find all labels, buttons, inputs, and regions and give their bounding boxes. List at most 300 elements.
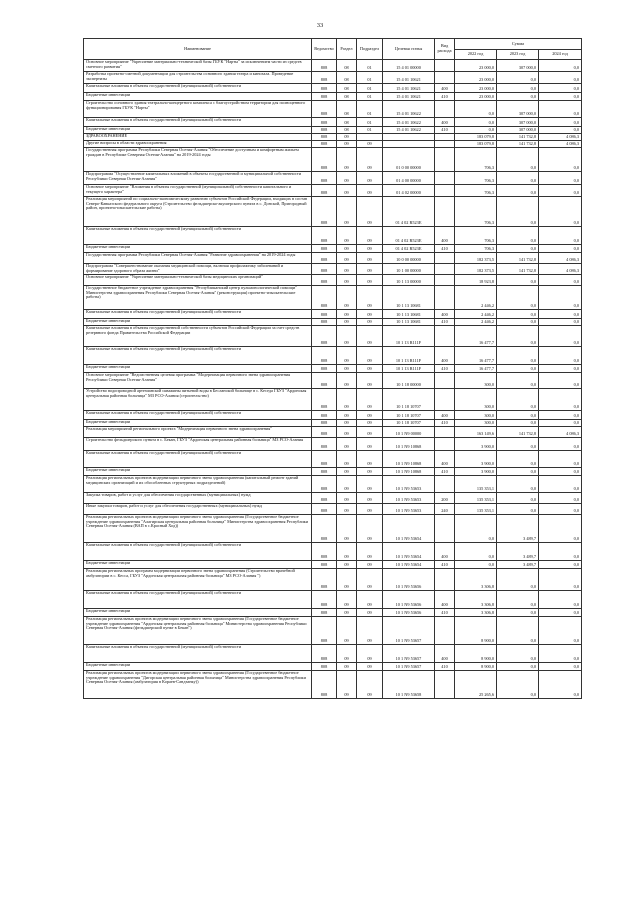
table-row [84,245,582,253]
cell-2022: 23 000,0 [455,72,497,84]
cell-name: Государственная программа Республики Северная Осетия-Алания "Развитие здравоохранения" на 2019-2024 годы [84,253,312,264]
cell-2024: 0,0 [539,84,582,93]
cell-name: Основное мероприятие "Вложения в объекты государственной (муниципальной) собственности капитального и текущего характера" [84,185,312,197]
cell-vedomstvo: 808 [312,172,337,185]
cell-podrazdel: 09 [357,504,383,515]
table-row [84,101,582,118]
cell-2023: 307 000,0 [497,101,539,118]
cell-tselevaya-statya: 10 1 13 10681 [383,319,435,326]
cell-tselevaya-statya: 10 1 N9 10868 [383,451,435,468]
cell-vedomstvo: 808 [312,515,337,543]
cell-razdel: 09 [337,172,357,185]
cell-vedomstvo: 808 [312,227,337,245]
header-year-2023: 2023 год [497,50,539,60]
cell-2023: 0,0 [497,319,539,326]
cell-vid-rashoda: 410 [435,468,455,476]
cell-name: Бюджетные инвестиции [84,319,312,326]
cell-name: Подпрограмма "Совершенствование оказания медицинской помощи, включая профилактику заболеваний и формирование здорового образа жизни" [84,264,312,275]
header-razdel: Раздел [337,39,357,60]
cell-2023: 0,0 [497,617,539,645]
cell-vedomstvo: 808 [312,493,337,504]
cell-2022: 0,0 [455,515,497,543]
cell-2023: 0,0 [497,227,539,245]
cell-2024: 0,0 [539,347,582,365]
cell-2022: 16 477,7 [455,347,497,365]
cell-razdel: 09 [337,420,357,427]
cell-vid-rashoda [435,427,455,438]
cell-razdel: 09 [337,264,357,275]
cell-razdel: 09 [337,663,357,671]
table-row [84,569,582,591]
cell-2022: 135 353,1 [455,476,497,493]
cell-vedomstvo: 808 [312,617,337,645]
cell-tselevaya-statya: 15 4 01 00000 [383,60,435,72]
cell-2023: 0,0 [497,663,539,671]
cell-2023: 0,0 [497,93,539,101]
cell-vedomstvo: 808 [312,591,337,609]
page-number: 33 [316,22,324,29]
cell-2023: 0,0 [497,609,539,617]
cell-razdel: 08 [337,118,357,127]
cell-name: Закупка товаров, работ и услуг для обеспечения государственных (муниципальных) нужд [84,493,312,504]
cell-2022: 182 373,5 [455,253,497,264]
table-row [84,476,582,493]
cell-2023: 141 732,8 [497,141,539,148]
cell-2023: 0,0 [497,451,539,468]
cell-2022: 135 353,1 [455,504,497,515]
cell-name: Строительство фельдшерского пункта в с. Бекан, ГБУЗ "Ардонская центральная районная больница" МЗ РСО-Алания [84,438,312,451]
cell-podrazdel: 09 [357,468,383,476]
cell-2024: 0,0 [539,543,582,561]
cell-tselevaya-statya: 10 1 18 00000 [383,373,435,389]
cell-2024: 0,0 [539,561,582,569]
table-row [84,617,582,645]
cell-2022: 3 306,8 [455,569,497,591]
cell-razdel: 09 [337,468,357,476]
cell-2023: 0,0 [497,84,539,93]
cell-vid-rashoda [435,185,455,197]
cell-name: Подпрограмма "Осуществление капитальных вложений в объекты государственной и муниципальной собственности Республики Северная Осетия-Алания" [84,172,312,185]
cell-name: Капитальные вложения в объекты государственной (муниципальной) собственности [84,411,312,420]
cell-podrazdel: 09 [357,476,383,493]
cell-2023: 0,0 [497,468,539,476]
cell-vid-rashoda: 410 [435,319,455,326]
cell-vedomstvo: 808 [312,671,337,699]
cell-2022: 3 306,8 [455,591,497,609]
cell-2024: 0,0 [539,227,582,245]
cell-vid-rashoda: 400 [435,451,455,468]
cell-2023: 0,0 [497,504,539,515]
cell-2023: 0,0 [497,326,539,347]
cell-2023: 0,0 [497,389,539,411]
table-row [84,264,582,275]
cell-name: Капитальные вложения в объекты государственной (муниципальной) собственности [84,591,312,609]
cell-vedomstvo: 808 [312,411,337,420]
cell-podrazdel: 09 [357,493,383,504]
cell-vedomstvo: 808 [312,420,337,427]
cell-podrazdel: 09 [357,411,383,420]
cell-vid-rashoda: 400 [435,543,455,561]
cell-podrazdel: 09 [357,141,383,148]
cell-2022: 3 900,0 [455,468,497,476]
cell-vedomstvo: 808 [312,389,337,411]
cell-vedomstvo: 808 [312,185,337,197]
cell-2022: 2 446,2 [455,286,497,310]
cell-2022: 23 000,0 [455,60,497,72]
table-row [84,310,582,319]
cell-razdel: 09 [337,185,357,197]
cell-2022: 3 900,0 [455,438,497,451]
cell-2023: 0,0 [497,148,539,172]
cell-2022: 0,0 [455,127,497,134]
cell-2024: 0,0 [539,197,582,227]
cell-tselevaya-statya: 10 1 N9 53657 [383,617,435,645]
cell-podrazdel: 01 [357,118,383,127]
cell-vid-rashoda [435,197,455,227]
table-row [84,438,582,451]
table-row [84,93,582,101]
cell-2023: 0,0 [497,671,539,699]
cell-razdel: 09 [337,197,357,227]
cell-razdel: 09 [337,504,357,515]
cell-2024: 0,0 [539,127,582,134]
cell-name: Реализация мероприятий по социально-экономическому развитию субъектов Российской Федерации, входящих в состав Северо-Кавказского федерального округа (Строительство фельдшерско-акушерского пункта в с. Донской, Пригородный район, проектно-изыскательские работы) [84,197,312,227]
cell-podrazdel: 09 [357,347,383,365]
cell-name: Бюджетные инвестиции [84,468,312,476]
cell-tselevaya-statya [383,134,435,141]
cell-name: Реализация региональных проектов модернизации первичного звена здравоохранения (капитальный ремонт зданий медицинских организаций и их обособленных структурных подразделений) [84,476,312,493]
cell-vid-rashoda [435,617,455,645]
cell-tselevaya-statya: 15 4 01 10621 [383,93,435,101]
cell-2023: 0,0 [497,476,539,493]
cell-name: Реализация региональных программ модернизации первичного звена здравоохранения (Строительство врачебной амбулатории в с. Кесса, ГБУЗ "Ардонская центральная районная больница" МЗ РСО-Алания ") [84,569,312,591]
table-row [84,543,582,561]
table-row [84,645,582,663]
table-row [84,427,582,438]
cell-vedomstvo: 808 [312,373,337,389]
cell-vid-rashoda: 240 [435,504,455,515]
table-row [84,197,582,227]
cell-razdel: 09 [337,671,357,699]
cell-vedomstvo: 808 [312,365,337,373]
cell-2022: 8 900,0 [455,663,497,671]
cell-podrazdel: 09 [357,561,383,569]
cell-name: Бюджетные инвестиции [84,93,312,101]
cell-2024: 0,0 [539,286,582,310]
cell-2022: 135 353,1 [455,493,497,504]
cell-podrazdel: 01 [357,127,383,134]
cell-podrazdel: 09 [357,663,383,671]
cell-razdel: 09 [337,561,357,569]
cell-vedomstvo: 808 [312,134,337,141]
cell-vid-rashoda [435,373,455,389]
cell-2024: 0,0 [539,420,582,427]
table-row [84,420,582,427]
cell-2023: 0,0 [497,185,539,197]
cell-2023: 141 732,8 [497,134,539,141]
cell-tselevaya-statya: 10 1 13 R111F [383,365,435,373]
cell-vedomstvo: 808 [312,476,337,493]
cell-podrazdel: 09 [357,253,383,264]
table-row [84,172,582,185]
cell-podrazdel: 09 [357,310,383,319]
cell-razdel: 09 [337,245,357,253]
budget-table [83,38,582,699]
table-row [84,373,582,389]
header-summa: Сумма [455,39,582,50]
cell-2023: 0,0 [497,645,539,663]
cell-2022: 300,0 [455,373,497,389]
cell-vedomstvo: 808 [312,326,337,347]
cell-tselevaya-statya: 10 1 N9 53653 [383,504,435,515]
cell-razdel: 09 [337,645,357,663]
header-tselevaya-statya: Целевая статья [383,39,435,60]
header-vedomstvo: Ведомство [312,39,337,60]
cell-podrazdel: 01 [357,84,383,93]
cell-vedomstvo: 808 [312,245,337,253]
cell-razdel: 09 [337,141,357,148]
table-row [84,275,582,286]
cell-2022: 0,0 [455,543,497,561]
cell-2023: 0,0 [497,365,539,373]
cell-vid-rashoda [435,275,455,286]
cell-vedomstvo: 808 [312,84,337,93]
cell-2024: 0,0 [539,645,582,663]
cell-razdel: 08 [337,84,357,93]
cell-vid-rashoda: 410 [435,245,455,253]
cell-vid-rashoda: 400 [435,310,455,319]
cell-tselevaya-statya: 01 4 00 00000 [383,172,435,185]
cell-vedomstvo: 808 [312,197,337,227]
table-row [84,468,582,476]
cell-2024: 4 086,3 [539,253,582,264]
cell-tselevaya-statya: 01 4 02 R523Е [383,197,435,227]
cell-2023: 3 489,7 [497,515,539,543]
table-row [84,326,582,347]
cell-podrazdel: 09 [357,197,383,227]
cell-razdel: 09 [337,134,357,141]
cell-vedomstvo: 808 [312,561,337,569]
cell-vid-rashoda: 410 [435,365,455,373]
cell-podrazdel: 09 [357,515,383,543]
cell-2024: 0,0 [539,185,582,197]
cell-tselevaya-statya: 10 1 18 10707 [383,411,435,420]
cell-2022: 0,0 [455,561,497,569]
cell-podrazdel: 09 [357,264,383,275]
cell-name: Реализация региональных проектов модернизации первичного звена здравоохранения (Государственное бюджетное учреждение здравоохранения "Алагирская центральная районная больница" Министерства здравоохранения Республики Северная Осетия-Алания (ВАП в с.Красный Ход)) [84,515,312,543]
cell-vedomstvo: 808 [312,148,337,172]
cell-2023: 0,0 [497,373,539,389]
cell-tselevaya-statya: 15 4 01 10622 [383,118,435,127]
cell-razdel: 09 [337,310,357,319]
cell-2023: 0,0 [497,310,539,319]
cell-2024: 0,0 [539,451,582,468]
cell-razdel: 09 [337,373,357,389]
cell-name: Капитальные вложения в объекты государственной (муниципальной) собственности [84,451,312,468]
cell-podrazdel: 09 [357,275,383,286]
header-podrazdel: Подраздел [357,39,383,60]
cell-2022: 706,3 [455,172,497,185]
cell-tselevaya-statya: 10 1 13 10681 [383,310,435,319]
cell-2024: 0,0 [539,245,582,253]
cell-tselevaya-statya: 10 1 13 R111F [383,347,435,365]
cell-razdel: 09 [337,617,357,645]
cell-name: Бюджетные инвестиции [84,127,312,134]
cell-podrazdel: 09 [357,438,383,451]
cell-name: Реализация региональных проектов модернизации первичного звена здравоохранения (Государственное бюджетное учреждение здравоохранения "Ардонская центральная районная больница" Министерства здравоохранения Республики Северная Осетия-Алания (фельдшерский пункт в Бекан") [84,617,312,645]
cell-2024: 0,0 [539,411,582,420]
cell-name: Капитальные вложения в объекты государственной (муниципальной) собственности [84,645,312,663]
cell-podrazdel: 01 [357,60,383,72]
cell-2022: 16 477,7 [455,326,497,347]
cell-tselevaya-statya: 10 1 13 R111F [383,326,435,347]
cell-name: Государственное бюджетное учреждение здравоохранения "Республиканский центр пульмонологической помощи" Министерства здравоохранения Республики Северная Осетия-Алания" (реконструкция) проектно-изыскательские работы) [84,286,312,310]
cell-2022: 300,0 [455,389,497,411]
cell-podrazdel: 09 [357,286,383,310]
cell-2023: 0,0 [497,411,539,420]
cell-2023: 307 000,0 [497,60,539,72]
table-row [84,493,582,504]
cell-vid-rashoda [435,253,455,264]
cell-vedomstvo: 808 [312,468,337,476]
cell-2024: 0,0 [539,72,582,84]
cell-tselevaya-statya: 10 1 N9 53654 [383,515,435,543]
cell-name: Реализация региональных проектов модернизации первичного звена здравоохранения (Государственное бюджетное учреждение здравоохранения "Дигорская центральная районная больница" Министерства здравоохранения Республики Северная Осетия-Алания (амбулатория в Кораев-Сандзанку)) [84,671,312,699]
cell-2022: 706,3 [455,197,497,227]
cell-vid-rashoda: 400 [435,84,455,93]
cell-name: Капитальные вложения в объекты государственной (муниципальной) собственности [84,118,312,127]
cell-razdel: 09 [337,493,357,504]
cell-2022: 25 265,6 [455,671,497,699]
cell-vedomstvo: 808 [312,319,337,326]
cell-razdel: 09 [337,451,357,468]
cell-vid-rashoda: 400 [435,227,455,245]
header-year-2024: 2024 год [539,50,582,60]
cell-vid-rashoda: 400 [435,645,455,663]
cell-name: Капитальные вложения в объекты государственной (муниципальной) собственности [84,543,312,561]
cell-razdel: 09 [337,319,357,326]
cell-tselevaya-statya: 10 1 N9 53653 [383,476,435,493]
cell-vid-rashoda [435,148,455,172]
cell-2022: 163 149,6 [455,427,497,438]
cell-vid-rashoda [435,60,455,72]
cell-name: Основное мероприятие "Укрепление материально-технической базы медицинских организаций" [84,275,312,286]
cell-tselevaya-statya: 15 4 01 10622 [383,101,435,118]
cell-name: Строительство основного здания театрально-концертного комплекса с благоустройством территории для полноценного функционирования ГБУК "Нарты" [84,101,312,118]
cell-vid-rashoda: 410 [435,93,455,101]
cell-2022: 300,0 [455,420,497,427]
cell-2022: 2 446,2 [455,310,497,319]
table-row [84,451,582,468]
cell-name: Устройство водопроводной артезианской скважины питьевой воды в Бесланской больнице в с. Кеседа ГБУЗ "Ардонская центральная районная больница" МЗ РСО-Алания (строительство) [84,389,312,411]
table-row [84,671,582,699]
table-row [84,411,582,420]
cell-razdel: 09 [337,347,357,365]
cell-2022: 706,3 [455,148,497,172]
cell-tselevaya-statya: 10 1 N9 53657 [383,663,435,671]
cell-vid-rashoda [435,438,455,451]
cell-2022: 0,0 [455,101,497,118]
table-body [84,60,582,699]
cell-vid-rashoda [435,671,455,699]
cell-tselevaya-statya: 15 4 01 10622 [383,127,435,134]
cell-2024: 0,0 [539,515,582,543]
cell-podrazdel: 09 [357,172,383,185]
table-row [84,84,582,93]
cell-2023: 0,0 [497,172,539,185]
table-row [84,286,582,310]
table-row [84,127,582,134]
cell-2022: 3 306,8 [455,609,497,617]
cell-tselevaya-statya [383,141,435,148]
cell-2024: 0,0 [539,389,582,411]
cell-2022: 183 079,8 [455,141,497,148]
cell-2024: 0,0 [539,319,582,326]
cell-name: Разработка проектно-сметной документации для строительства основного здания театра и кинозала. Проведение экспертизы [84,72,312,84]
cell-2024: 0,0 [539,118,582,127]
cell-name: Капитальные вложения в объекты государственной (муниципальной) собственности [84,227,312,245]
cell-tselevaya-statya: 15 4 01 10621 [383,72,435,84]
cell-vid-rashoda [435,515,455,543]
cell-razdel: 09 [337,411,357,420]
cell-name: Основное мероприятие "Укрепление материально-технической базы ГБУК "Нарты" за исключением части из средств сметного развития" [84,60,312,72]
cell-tselevaya-statya: 10 0 00 00000 [383,253,435,264]
cell-2024: 0,0 [539,609,582,617]
cell-razdel: 08 [337,101,357,118]
cell-name: Бюджетные инвестиции [84,609,312,617]
cell-vedomstvo: 808 [312,101,337,118]
cell-razdel: 09 [337,148,357,172]
cell-vid-rashoda [435,172,455,185]
cell-2024: 0,0 [539,617,582,645]
cell-2024: 0,0 [539,591,582,609]
cell-vedomstvo: 808 [312,569,337,591]
table-row [84,148,582,172]
cell-2024: 0,0 [539,93,582,101]
cell-podrazdel: 09 [357,326,383,347]
cell-podrazdel: 09 [357,609,383,617]
cell-podrazdel: 09 [357,569,383,591]
table-row [84,141,582,148]
cell-vid-rashoda [435,286,455,310]
table-row [84,561,582,569]
cell-tselevaya-statya: 10 1 N9 53658 [383,671,435,699]
cell-name: Основное мероприятие "Ведомственная целевая программа "Модернизация первичного звена здравоохранения Республики Северная Осетия-Алания" [84,373,312,389]
cell-podrazdel: 01 [357,72,383,84]
cell-2023: 307 000,0 [497,127,539,134]
cell-name: Государственная программа Республики Северная Осетия-Алания "Обеспечение доступным и комфортным жильем граждан в Республике Северная Осетия-Алания" на 2019-2024 годы [84,148,312,172]
cell-podrazdel: 09 [357,420,383,427]
table-row [84,253,582,264]
cell-2023: 0,0 [497,493,539,504]
cell-vedomstvo: 808 [312,127,337,134]
cell-2022: 706,3 [455,227,497,245]
cell-razdel: 09 [337,427,357,438]
cell-2023: 0,0 [497,438,539,451]
cell-2023: 0,0 [497,286,539,310]
cell-vid-rashoda: 200 [435,493,455,504]
cell-tselevaya-statya: 10 1 N9 53653 [383,493,435,504]
table-row [84,515,582,543]
cell-vid-rashoda [435,476,455,493]
cell-razdel: 09 [337,253,357,264]
table-row [84,134,582,141]
cell-2023: 0,0 [497,275,539,286]
cell-2022: 300,0 [455,411,497,420]
cell-podrazdel: 09 [357,185,383,197]
cell-2023: 3 489,7 [497,561,539,569]
table-row [84,365,582,373]
